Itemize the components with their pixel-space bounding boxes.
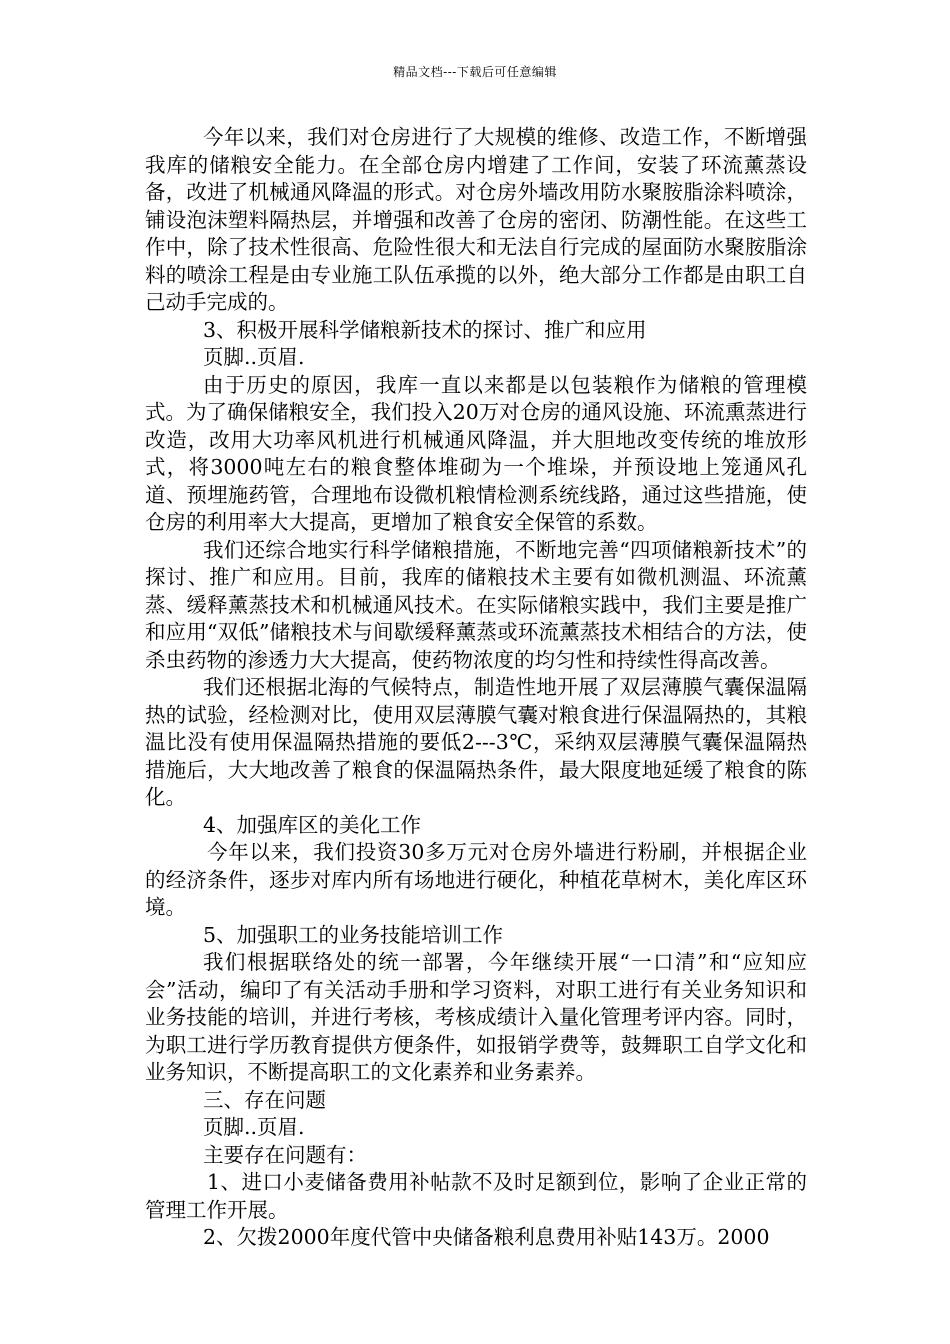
heading-section-5: 5、加强职工的业务技能培训工作 xyxy=(203,922,504,947)
page-header: 精品文档---下载后可任意编辑 xyxy=(393,65,557,79)
paragraph-problem-2: 2、欠拨2000年度代管中央储备粮利息费用补贴143万。2000 xyxy=(203,1225,770,1249)
document-body xyxy=(145,124,807,1252)
paragraph-renovation: 今年以来，我们对仓房进行了大规模的维修、改造工作，不断增强我库的储粮安全能力。在全部仓房内增建了工作间，安装了环流薰蒸设备，改进了机械通风降温的形式。对仓房外墙改用防水聚胺脂涂料喷涂，铺设泡沫塑料隔热层，并增强和改善了仓房的密闭、防潮性能。在这些工作中，除了技术性很高、危险性很大和无法自行完成的屋面防水聚胺脂涂料的喷涂工程是由专业施工队伍承揽的以外，绝大部分工作都是由职工自己动手完成的。 xyxy=(145,125,807,314)
paragraph-problem-1: 1、进口小麦储备费用补帖款不及时足额到位，影响了企业正常的管理工作开展。 xyxy=(145,1170,807,1222)
paragraph-training: 我们根据联络处的统一部署，今年继续开展“一口清”和“应知应会”活动，编印了有关活动手册和学习资料，对职工进行有关业务知识和业务技能的培训，并进行考核，考核成绩计入量化管理考评内容。同时，为职工进行学历教育提供方便条件，如报销学费等，鼓舞职工自学文化和业务知识，不断提高职工的文化素养和业务素养。 xyxy=(145,950,807,1084)
paragraph-storage-tech: 我们还综合地实行科学储粮措施，不断地完善“四项储粮新技术”的探讨、推广和应用。目前，我库的储粮技术主要有如微机测温、环流薰蒸、缓释薰蒸技术和机械通风技术。在实际储粮实践中，我们主要是推广和应用“双低”储粮技术与间歇缓释薰蒸或环流薰蒸技术相结合的方法，使杀虫药物的渗透力大大提高，使药物浓度的均匀性和持续性得高改善。 xyxy=(145,537,807,672)
page-break-marker-2: 页脚..页眉. xyxy=(203,1115,305,1139)
paragraph-storage-mode: 由于历史的原因，我库一直以来都是以包装粮作为储粮的管理模式。为了确保储粮安全，我们投入20万对仓房的通风设施、环流熏蒸进行改造，改用大功率风机进行机械通风降温，并大胆地改变传统的堆放形式，将3000吨左右的粮食整体堆砌为一个堆垛，并预设地上笼通风孔道、预埋施药管，合理地布设微机粮情检测系统线路，通过这些措施，使仓房的利用率大大提高，更增加了粮食安全保管的系数。 xyxy=(145,372,807,534)
paragraph-beautification: 今年以来，我们投资30多万元对仓房外墙进行粉刷，并根据企业的经济条件，逐步对库内所有场地进行硬化，种植花草树木，美化库区环境。 xyxy=(145,840,807,919)
heading-section-4: 4、加强库区的美化工作 xyxy=(203,812,422,837)
page-break-marker: 页脚..页眉. xyxy=(203,345,305,369)
heading-problems: 三、存在问题 xyxy=(203,1087,326,1112)
heading-section-3: 3、积极开展科学储粮新技术的探讨、推广和应用 xyxy=(203,317,647,342)
paragraph-film-insulation: 我们还根据北海的气候特点，制造性地开展了双层薄膜气囊保温隔热的试验，经检测对比，使用双层薄膜气囊对粮食进行保温隔热的，其粮温比没有使用保温隔热措施的要低2---3℃，采纳双层薄膜气囊保温隔热措施后，大大地改善了粮食的保温隔热条件，最大限度地延缓了粮食的陈化。 xyxy=(145,675,807,809)
paragraph-problems-intro: 主要存在问题有： xyxy=(203,1142,367,1167)
